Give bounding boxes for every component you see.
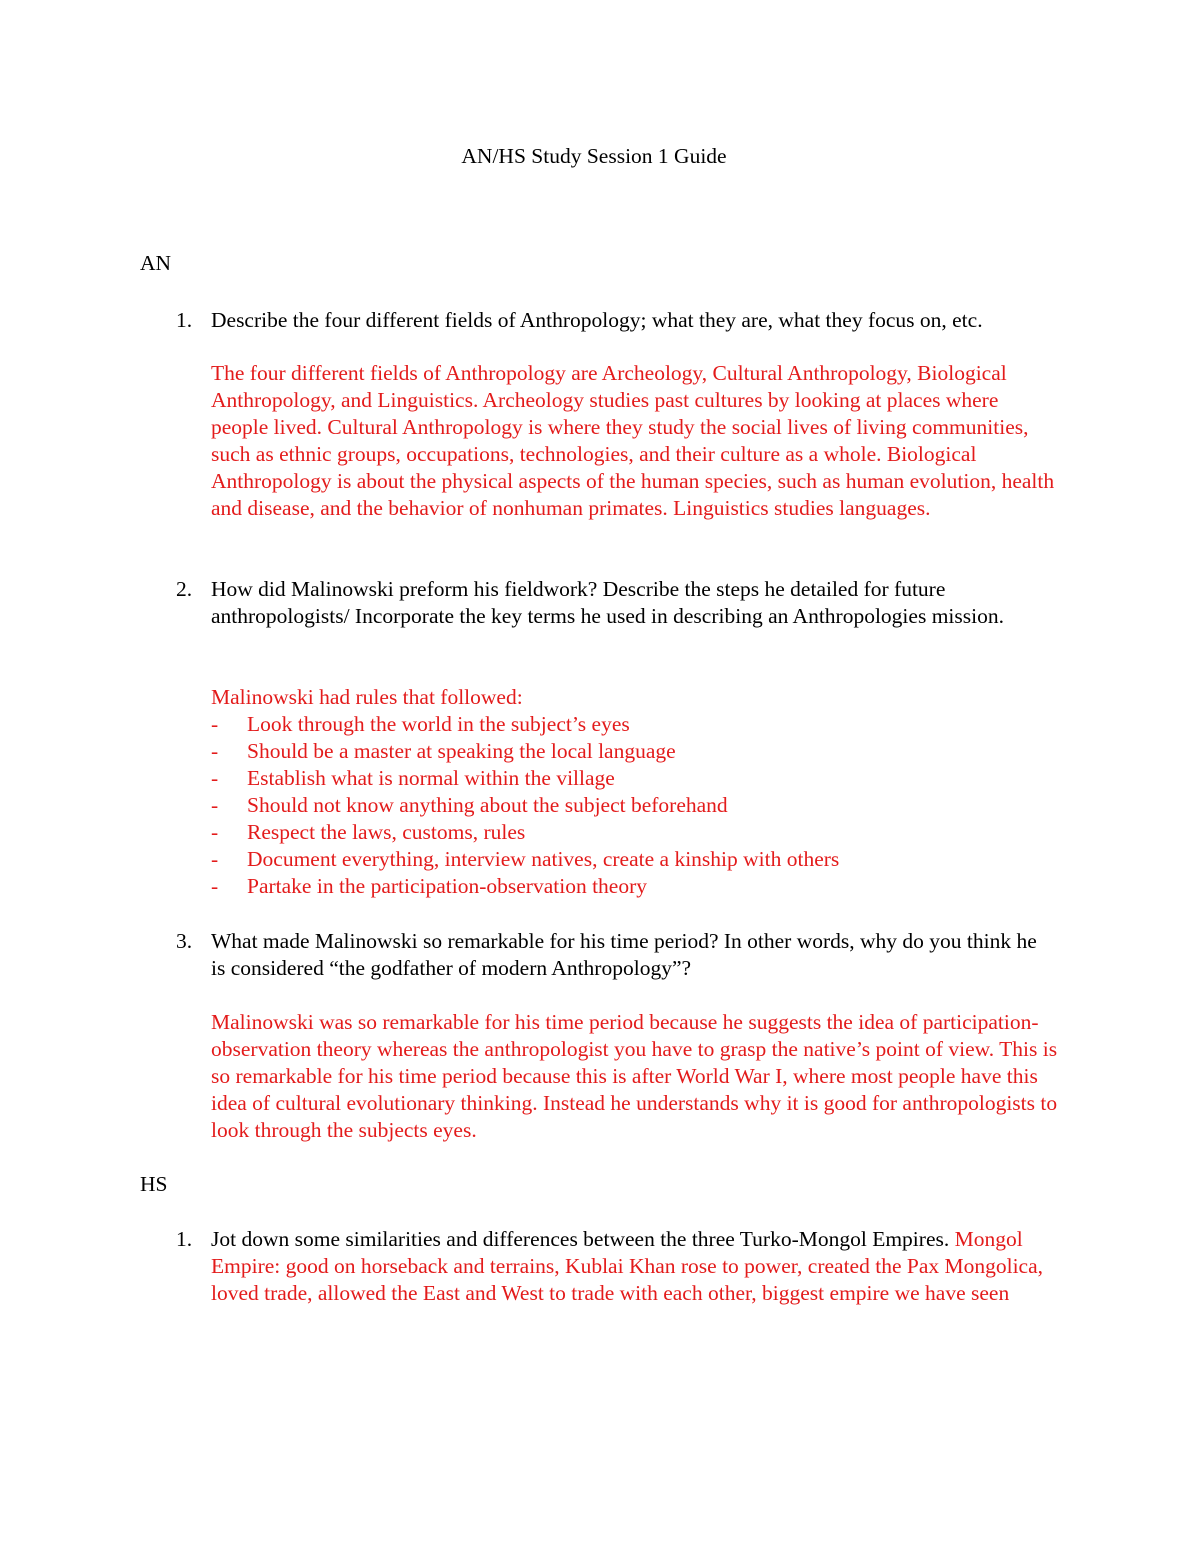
bullet-marker: -: [211, 739, 219, 763]
question-text-content: Jot down some similarities and differences between the three Turko-Mongol Empires.: [211, 1227, 950, 1251]
question-number: 2.: [176, 577, 193, 601]
question-an-1: [176, 307, 1056, 334]
list-item-text: Should not know anything about the subject beforehand: [247, 793, 728, 817]
list-item-text: Document everything, interview natives, create a kinship with others: [247, 847, 840, 871]
question-text: Describe the four different fields of Anthropology; what they are, what they focus on, etc.: [211, 308, 983, 332]
question-an-3: [176, 928, 1056, 982]
bullet-marker: -: [211, 847, 219, 871]
document-title: AN/HS Study Session 1 Guide: [461, 144, 727, 168]
question-number: 1.: [176, 1227, 193, 1251]
question-text: [211, 1226, 1076, 1307]
list-item: [211, 792, 1061, 819]
list-item-text: Look through the world in the subject’s eyes: [247, 712, 630, 736]
answer-hs-1: Mongol Empire: good on horseback and terrains, Kublai Khan rose to power, created the Pax Mongolica, loved trade, allowed the East and West to trade with each other, biggest empire we have seen: [211, 1227, 1044, 1305]
rules-list: [211, 711, 1061, 900]
list-item-text: Establish what is normal within the village: [247, 766, 615, 790]
list-item: [211, 765, 1061, 792]
bullet-marker: -: [211, 820, 219, 844]
bullet-marker: -: [211, 874, 219, 898]
question-number: 1.: [176, 308, 193, 332]
list-item: [211, 711, 1061, 738]
answer-an-1: The four different fields of Anthropology are Archeology, Cultural Anthropology, Biological Anthropology, and Linguistics. Archeology studies past cultures by looking at places where people lived. Cultural Anthropology is where they study the social lives of living communities, such as ethnic groups, occupations, technologies, and their culture as a whole. Biological Anthropology is about the physical aspects of the human species, such as human evolution, health and disease, and the behavior of nonhuman primates. Linguistics studies languages.: [211, 361, 1055, 520]
answer-an-2: [211, 684, 1061, 900]
list-item: [211, 873, 1061, 900]
list-item-text: Partake in the participation-observation theory: [247, 874, 648, 898]
list-item-text: Respect the laws, customs, rules: [247, 820, 526, 844]
answer-intro: Malinowski had rules that followed:: [211, 685, 523, 709]
bullet-marker: -: [211, 793, 219, 817]
list-item: [211, 819, 1061, 846]
question-text: How did Malinowski preform his fieldwork? Describe the steps he detailed for future anthropologists/ Incorporate the key terms he used in describing an Anthropologies mission.: [211, 577, 1004, 628]
question-hs-1: [176, 1226, 1076, 1307]
list-item: [211, 846, 1061, 873]
section-heading-an: AN: [140, 251, 172, 275]
question-text: What made Malinowski so remarkable for his time period? In other words, why do you think he is considered “the godfather of modern Anthropology”?: [211, 929, 1037, 980]
bullet-marker: -: [211, 766, 219, 790]
list-item-text: Should be a master at speaking the local language: [247, 739, 676, 763]
section-heading-hs: HS: [140, 1172, 168, 1196]
bullet-marker: -: [211, 712, 219, 736]
list-item: [211, 738, 1061, 765]
question-an-2: [176, 576, 1026, 630]
answer-an-3: Malinowski was so remarkable for his time period because he suggests the idea of participation-observation theory whereas the anthropologist you have to grasp the native’s point of view. This is so remarkable for his time period because this is after World War I, where most people have this idea of cultural evolutionary thinking. Instead he understands why it is good for anthropologists to look through the subjects eyes.: [211, 1010, 1058, 1142]
question-number: 3.: [176, 929, 193, 953]
